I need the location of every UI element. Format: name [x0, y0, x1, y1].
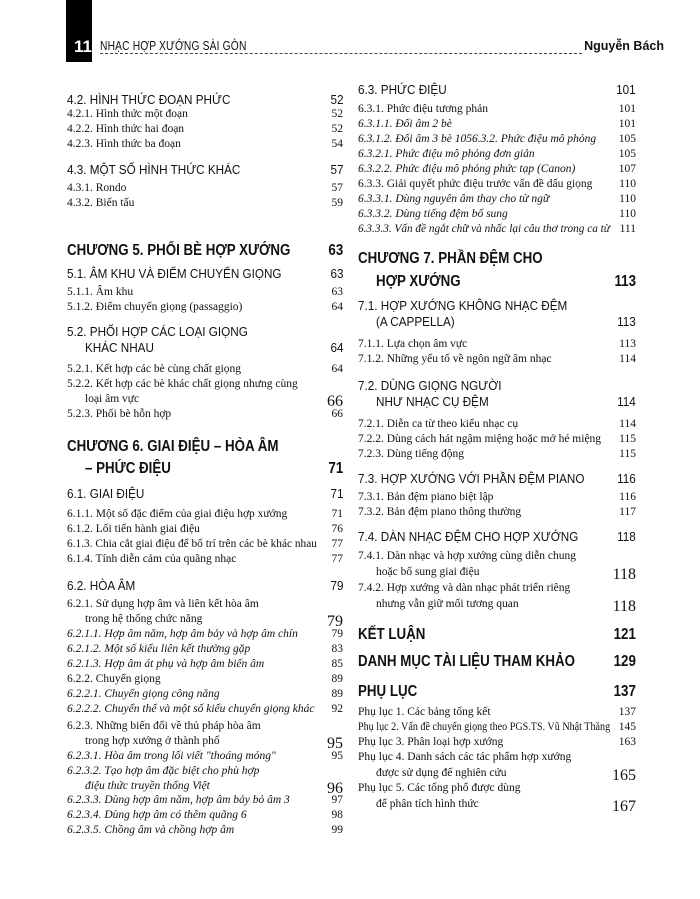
toc-entry-page: 71	[329, 486, 343, 501]
toc-entry-page: 115	[619, 433, 636, 445]
toc-entry-title: KHÁC NHAU	[85, 340, 154, 355]
toc-entry-page: 137	[613, 683, 636, 700]
toc-entry-page: 114	[619, 353, 636, 365]
toc-entry-title: nhưng vẫn giữ mối tương quan	[376, 598, 519, 610]
toc-entry-title: CHƯƠNG 5. PHỐI BÈ HỢP XƯỚNG	[67, 242, 291, 259]
toc-entry-title: 6.1.1. Một số đặc điểm của giai điệu hợp xướng	[67, 508, 288, 520]
toc-entry-title: 6.2.3.4. Dùng hợp âm có thêm quãng 6	[67, 809, 247, 821]
toc-entry-title: (A CAPPELLA)	[376, 314, 455, 329]
toc-entry-title: trong hợp xướng ở thành phố	[85, 735, 220, 747]
toc-entry-title: 6.3.1.1. Đối âm 2 bè	[358, 118, 452, 130]
toc-entry-page: 118	[617, 529, 636, 544]
toc-entry-title: 7.1. HỢP XƯỚNG KHÔNG NHẠC ĐỆM	[358, 298, 568, 313]
toc-entry-page: 64	[329, 340, 343, 355]
toc-entry-page: 96	[327, 780, 343, 797]
toc-entry-page: 77	[331, 538, 343, 550]
toc-entry-page: 79	[327, 613, 343, 630]
toc-entry-title: HỢP XƯỚNG	[376, 273, 461, 290]
toc-entry-page: 95	[331, 750, 343, 762]
toc-entry-page: 113	[614, 273, 636, 290]
toc-entry-title: hoặc bổ sung giai điệu	[376, 566, 480, 578]
toc-entry-title: 6.2.2.1. Chuyển giọng công năng	[67, 688, 220, 700]
toc-entry-title: 7.2. DÙNG GIỌNG NGƯỜI	[358, 378, 502, 393]
toc-entry-title: 7.3.2. Bản đệm piano thông thường	[358, 506, 522, 518]
toc-entry-page: 63	[329, 266, 343, 281]
toc-entry-page: 66	[331, 408, 343, 420]
toc-entry-page: 79	[331, 628, 343, 640]
toc-entry-page: 107	[618, 163, 636, 175]
toc-entry-page: 92	[331, 703, 343, 715]
toc-entry-page: 71	[331, 508, 343, 520]
toc-entry-title: 6.3. PHỨC ĐIỆU	[358, 82, 447, 97]
toc-entry-title: NHƯ NHẠC CỤ ĐỆM	[376, 394, 489, 409]
toc-entry-title: 6.2.3. Những biến đổi về thủ pháp hòa âm	[67, 720, 261, 732]
toc-entry-page: 63	[328, 242, 343, 259]
toc-entry-page: 110	[619, 178, 636, 190]
toc-entry-title: 5.1. ÂM KHU VÀ ĐIỂM CHUYỂN GIỌNG	[67, 266, 282, 281]
toc-entry-title: 7.4.1. Dàn nhạc và hợp xướng cùng diễn chung	[358, 550, 577, 562]
toc-entry-title: Phụ lục 2. Vấn đề chuyển giọng theo PGS.TS. Vũ Nhật Thăng	[358, 721, 611, 733]
toc-entry-title: 6.2.2.2. Chuyển thể và một số kiểu chuyển giọng khác	[67, 703, 315, 715]
toc-entry-page: 116	[617, 471, 636, 486]
toc-entry-title: 6.2.3.2. Tạo hợp âm đặc biệt cho phù hợp	[67, 765, 260, 777]
toc-entry-title: 5.2.3. Phối bè hỗn hợp	[67, 408, 172, 420]
toc-entry-page: 145	[618, 721, 636, 733]
toc-entry-page: 71	[328, 460, 343, 477]
page-number: 11	[74, 37, 92, 56]
toc-entry-title: 7.3.1. Bản đệm piano biệt lập	[358, 491, 494, 503]
toc-entry-title: 4.3. MỘT SỐ HÌNH THỨC KHÁC	[67, 162, 241, 177]
toc-entry-title: 7.2.1. Diễn ca từ theo kiểu nhạc cụ	[358, 418, 519, 430]
toc-entry-title: 4.2.3. Hình thức ba đoạn	[67, 138, 181, 150]
toc-entry-page: 64	[331, 363, 343, 375]
toc-entry-page: 59	[331, 197, 343, 209]
toc-entry-page: 101	[616, 82, 636, 97]
toc-entry-page: 64	[331, 301, 343, 313]
toc-entry-title: 6.2.3.1. Hòa âm trong lối viết "thoáng mỏng"	[67, 750, 276, 762]
toc-entry-page: 52	[331, 108, 343, 120]
toc-entry-title: 6.1.2. Lối tiến hành giai điệu	[67, 523, 200, 535]
toc-entry-title: 7.3. HỢP XƯỚNG VỚI PHẦN ĐỆM PIANO	[358, 471, 585, 486]
toc-entry-title: được sử dụng để nghiên cứu	[376, 767, 507, 779]
toc-entry-page: 99	[331, 824, 343, 836]
toc-entry-page: 129	[613, 653, 636, 670]
toc-entry-title: Phụ lục 5. Các tổng phổ được dùng	[358, 782, 521, 794]
toc-entry-title: CHƯƠNG 6. GIAI ĐIỆU – HÒA ÂM	[67, 438, 279, 455]
toc-entry-page: 101	[618, 118, 636, 130]
toc-entry-page: 167	[612, 798, 636, 815]
toc-entry-title: 6.2.1. Sử dụng hợp âm và liên kết hòa âm	[67, 598, 259, 610]
toc-entry-page: 115	[619, 448, 636, 460]
toc-entry-page: 54	[331, 138, 343, 150]
book-title: NHẠC HỢP XƯỚNG SÀI GÒN	[100, 39, 247, 53]
toc-entry-page: 76	[331, 523, 343, 535]
toc-entry-page: 105	[618, 133, 636, 145]
toc-entry-page: 57	[331, 182, 343, 194]
toc-entry-title: – PHỨC ĐIỆU	[85, 460, 171, 477]
toc-entry-page: 114	[619, 418, 636, 430]
toc-entry-title: 6.2.3.3. Dùng hợp âm năm, hợp âm bảy bỏ âm 3	[67, 794, 290, 806]
toc-entry-page: 114	[617, 394, 636, 409]
toc-entry-title: Phụ lục 1. Các bảng tổng kết	[358, 706, 491, 718]
toc-entry-title: 7.4. DÀN NHẠC ĐỆM CHO HỢP XƯỚNG	[358, 529, 579, 544]
toc-entry-page: 121	[613, 626, 636, 643]
toc-entry-title: 5.2.1. Kết hợp các bè cùng chất giọng	[67, 363, 242, 375]
toc-entry-title: 6.3.2.1. Phức điệu mô phỏng đơn giản	[358, 148, 535, 160]
toc-entry-title: PHỤ LỤC	[358, 683, 418, 700]
toc-entry-page: 113	[617, 314, 636, 329]
toc-entry-page: 165	[612, 767, 636, 784]
toc-entry-title: 6.1.4. Tính diễn cảm của quãng nhạc	[67, 553, 237, 565]
toc-entry-page: 97	[331, 794, 343, 806]
toc-entry-title: 6.2.1.1. Hợp âm năm, hợp âm bảy và hợp âm chín	[67, 628, 298, 640]
toc-entry-title: 4.3.2. Biến tấu	[67, 197, 135, 209]
toc-entry-page: 63	[331, 286, 343, 298]
toc-entry-title: 6.2.2. Chuyển giọng	[67, 673, 161, 685]
toc-entry-page: 118	[612, 566, 636, 583]
toc-entry-title: 6.1. GIAI ĐIỆU	[67, 486, 145, 501]
toc-entry-page: 101	[618, 103, 636, 115]
toc-entry-page: 52	[331, 123, 343, 135]
toc-entry-page: 57	[329, 162, 343, 177]
toc-entry-page: 89	[331, 673, 343, 685]
toc-entry-page: 85	[331, 658, 343, 670]
toc-entry-title: DANH MỤC TÀI LIỆU THAM KHẢO	[358, 653, 575, 670]
toc-entry-title: 4.3.1. Rondo	[67, 182, 127, 194]
toc-entry-page: 110	[619, 208, 636, 220]
toc-entry-title: KẾT LUẬN	[358, 626, 426, 643]
toc-entry-title: 6.3.1. Phức điệu tương phản	[358, 103, 489, 115]
toc-entry-title: để phân tích hình thức	[376, 798, 479, 810]
toc-entry-title: 7.2.2. Dùng cách hát ngậm miệng hoặc mở hé miệng	[358, 433, 602, 445]
toc-entry-page: 111	[619, 223, 636, 235]
toc-entry-title: 6.1.3. Chia cắt giai điệu để bố trí trên các bè khác nhau	[67, 538, 317, 550]
toc-entry-page: 117	[619, 506, 636, 518]
toc-entry-page: 137	[618, 706, 636, 718]
toc-entry-title: 7.1.1. Lựa chọn âm vực	[358, 338, 468, 350]
toc-entry-title: Phụ lục 3. Phân loại hợp xướng	[358, 736, 504, 748]
toc-entry-page: 83	[331, 643, 343, 655]
toc-entry-title: 4.2.2. Hình thức hai đoạn	[67, 123, 185, 135]
toc-entry-title: loại âm vực	[85, 393, 140, 405]
toc-entry-title: 7.1.2. Những yếu tố về ngôn ngữ âm nhạc	[358, 353, 552, 365]
toc-entry-title: trong hệ thống chức năng	[85, 613, 203, 625]
toc-entry-page: 95	[327, 735, 343, 752]
toc-entry-title: 7.4.2. Hợp xướng và dàn nhạc phát triển riêng	[358, 582, 571, 594]
toc-entry-title: điệu thức truyền thống Việt	[85, 780, 210, 792]
toc-entry-title: 7.2.3. Dùng tiếng động	[358, 448, 465, 460]
toc-entry-title: 6.3.1.2. Đối âm 3 bè 1056.3.2. Phức điệu mô phỏng	[358, 133, 597, 145]
toc-entry-title: 5.1.2. Điểm chuyển giọng (passaggio)	[67, 301, 243, 313]
toc-entry-title: 6.3.3.1. Dùng nguyên âm thay cho từ ngữ	[358, 193, 550, 205]
toc-entry-title: 5.1.1. Âm khu	[67, 286, 134, 298]
toc-entry-title: CHƯƠNG 7. PHẦN ĐỆM CHO	[358, 250, 543, 267]
toc-entry-title: 6.2.1.3. Hợp âm át phụ và hợp âm biến âm	[67, 658, 265, 670]
toc-entry-title: 4.2. HÌNH THỨC ĐOẠN PHỨC	[67, 92, 231, 107]
toc-entry-title: 6.2.3.5. Chồng âm và chồng hợp âm	[67, 824, 235, 836]
toc-entry-title: 6.2. HÒA ÂM	[67, 578, 136, 593]
toc-entry-page: 79	[329, 578, 343, 593]
toc-entry-title: Phụ lục 4. Danh sách các tác phẩm hợp xướng	[358, 751, 572, 763]
toc-entry-page: 89	[331, 688, 343, 700]
header-rule	[100, 53, 582, 54]
toc-entry-title: 6.3.3.2. Dùng tiếng đệm bổ sung	[358, 208, 508, 220]
toc-entry-page: 52	[329, 92, 343, 107]
running-header	[74, 36, 664, 58]
toc-entry-page: 116	[619, 491, 636, 503]
toc-entry-title: 6.3.3.3. Vấn đề ngắt chữ và nhấc lại câu thơ trong ca từ	[358, 223, 610, 235]
toc-entry-page: 163	[618, 736, 636, 748]
author-name: Nguyễn Bách	[584, 39, 664, 53]
toc-entry-page: 66	[327, 393, 343, 410]
toc-entry-title: 6.3.3. Giải quyết phức điệu trước vấn đề dấu giọng	[358, 178, 593, 190]
toc-entry-title: 4.2.1. Hình thức một đoạn	[67, 108, 188, 120]
toc-entry-title: 6.3.2.2. Phức điệu mô phỏng phức tạp (Canon)	[358, 163, 576, 175]
toc-entry-title: 5.2. PHỐI HỢP CÁC LOẠI GIỌNG	[67, 324, 248, 339]
toc-entry-title: 5.2.2. Kết hợp các bè khác chất giọng nhưng cùng	[67, 378, 298, 390]
toc-entry-page: 113	[619, 338, 636, 350]
toc-entry-page: 77	[331, 553, 343, 565]
toc-entry-page: 98	[331, 809, 343, 821]
toc-entry-page: 118	[612, 598, 636, 615]
toc-entry-page: 110	[619, 193, 636, 205]
toc-entry-page: 105	[618, 148, 636, 160]
toc-entry-title: 6.2.1.2. Một số kiểu liên kết thường gặp	[67, 643, 251, 655]
